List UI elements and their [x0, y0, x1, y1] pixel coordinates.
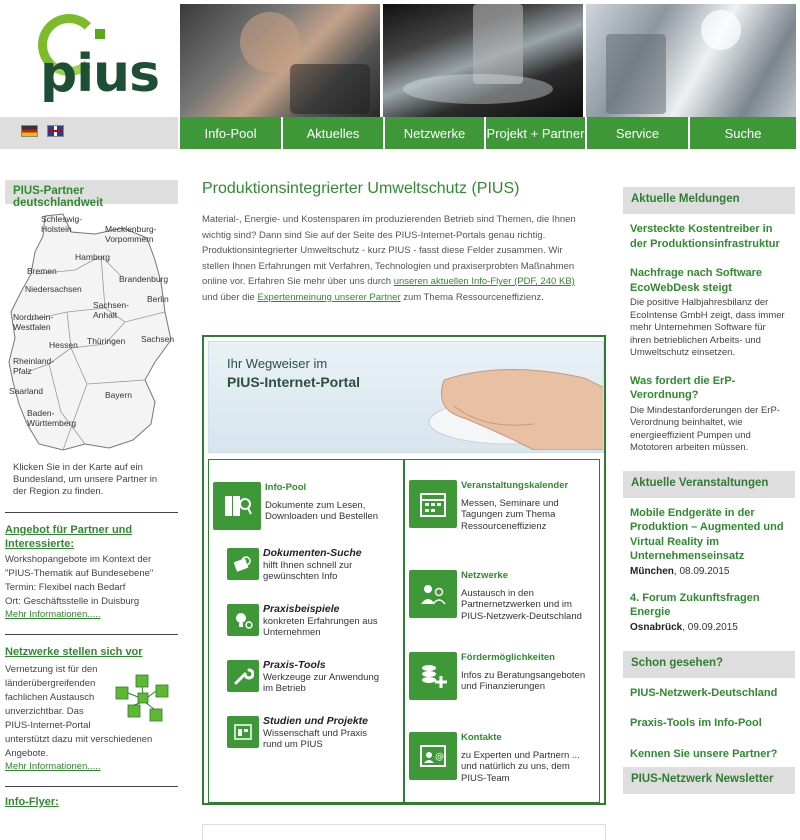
network-title[interactable]: Netzwerke stellen sich vor	[5, 646, 143, 658]
event-title[interactable]: Mobile Endgeräte in der Produktion – Augmented und Virtual Reality im Unternehmenseinsatz	[630, 506, 784, 562]
network-text: Vernetzung ist für den länderübergreifenden fachlichen Austausch unverzichtbar. Das PIUS-Internet-Portal unterstützt dazu mit verschiedenen Angebote.	[5, 664, 153, 759]
network-cubes-icon	[110, 667, 174, 731]
header-photo-lab	[586, 4, 796, 117]
contact-card-icon	[409, 732, 457, 780]
news-item-title[interactable]: Versteckte Kostentreiber in der Produktionsinfrastruktur	[630, 223, 780, 250]
guide-kontakte-title: Kontakte	[461, 732, 502, 743]
nav-projekt-partner[interactable]: Projekt + Partner	[486, 117, 587, 149]
guide-praxisbeispiele-text: konkreten Erfahrungen aus Unternehmen	[263, 615, 378, 638]
map-label-baden-wuerttemberg[interactable]: Baden- Württemberg	[27, 408, 77, 428]
nav-service[interactable]: Service	[587, 117, 690, 149]
studies-icon	[227, 716, 259, 748]
divider	[5, 786, 178, 787]
event-place: München	[630, 565, 674, 577]
news-heading: Aktuelle Meldungen	[623, 187, 795, 214]
logo[interactable]	[0, 0, 178, 117]
offer-title[interactable]: Angebot für Partner und Interessierte:	[5, 524, 133, 550]
expert-opinion-link[interactable]: Expertenmeinung unserer Partner	[257, 291, 401, 303]
map-label-saarland[interactable]: Saarland	[9, 386, 44, 396]
map-label-berlin[interactable]: Berlin	[147, 294, 169, 304]
guide-kontakte-text: zu Experten und Partnern ... und natürlich zu uns, dem PIUS-Team	[461, 749, 580, 784]
news-item-text: Die Mindestanforderungen der ErP-Verordnung beinhaltet, wie energieeffizient Pumpen und Mototoren arbeiten müssen.	[630, 404, 780, 453]
intro-part-3: zum Thema Ressourceneffizienz.	[400, 291, 544, 303]
guide-studien-projekte-text: Wissenschaft und Praxis rund um PIUS	[263, 727, 368, 750]
event-meta	[630, 622, 788, 633]
map-label-niedersachsen[interactable]: Niedersachsen	[25, 284, 82, 294]
portal-guide	[202, 335, 606, 805]
guide-info-pool-text: Dokumente zum Lesen, Downloaden und Bestellen	[265, 499, 379, 522]
guide-info-pool-title: Info-Pool	[265, 482, 307, 493]
offer-text: Workshopangebote im Kontext der "PIUS-Thematik auf Bundesebene"	[5, 554, 154, 579]
network-more-link[interactable]: Mehr Informationen.....	[5, 761, 101, 772]
map-hint: Klicken Sie in der Karte auf ein Bundesland, um unsere Partner in der Region zu finden.	[13, 462, 158, 497]
divider	[5, 512, 178, 513]
map-label-hessen[interactable]: Hessen	[49, 340, 78, 350]
event-meta	[630, 566, 788, 577]
guide-netzwerke-text: Austausch in den Partnernetzwerken und im PIUS-Netzwerk-Deutschland	[461, 587, 582, 622]
offer-date: Termin: Flexibel nach Bedarf	[5, 582, 126, 593]
guide-praxis-tools-text: Werkzeuge zur Anwendung im Betrieb	[263, 671, 380, 694]
info-flyer-link[interactable]: unseren aktuellen Info-Flyer (PDF, 240 KB)	[393, 276, 575, 287]
banner-line-2: PIUS-Internet-Portal	[227, 374, 361, 390]
map-label-bremen[interactable]: Bremen	[27, 266, 57, 276]
document-search-icon	[227, 548, 259, 580]
main-nav	[180, 117, 796, 149]
map-label-sachsen-anhalt[interactable]: Sachsen- Anhalt	[93, 300, 129, 320]
guide-dokumenten-suche-text: hilft Ihnen schnell zur gewünschten Info	[263, 559, 353, 582]
banner-line-1: Ihr Wegweiser im	[227, 356, 328, 371]
seen-heading: Schon gesehen?	[623, 651, 795, 678]
divider	[5, 634, 178, 635]
lightbulb-gear-icon	[227, 604, 259, 636]
coins-plus-icon	[409, 652, 457, 700]
seen-link[interactable]: Kennen Sie unsere Partner?	[630, 747, 778, 760]
guide-right-panel	[404, 459, 600, 803]
map-label-thueringen[interactable]: Thüringen	[87, 336, 126, 346]
guide-praxisbeispiele[interactable]	[227, 604, 387, 639]
guide-netzwerke-title: Netzwerke	[461, 570, 508, 581]
center-column	[202, 180, 608, 784]
event-title[interactable]: 4. Forum Zukunftsfragen Energie	[630, 591, 760, 618]
news-item-text: Die positive Halbjahresbilanz der EcoIntense GmbH zeigt, dass immer mehr Unternehmen Software für ihren betrieblichen Arbeits- und Umweltschutz einsetzen.	[630, 297, 785, 358]
event-date: , 08.09.2015	[673, 565, 730, 577]
guide-praxis-tools-title: Praxis-Tools	[263, 659, 326, 671]
guide-foerdermoeglichkeiten-title: Fördermöglichkeiten	[461, 652, 555, 663]
map-label-nrw[interactable]: Nordrhein- Westfalen	[13, 312, 54, 332]
nav-suche[interactable]: Suche	[690, 117, 796, 149]
germany-map[interactable]	[5, 212, 178, 452]
guide-praxisbeispiele-title: Praxisbeispiele	[263, 603, 340, 615]
guide-studien-projekte[interactable]	[227, 716, 383, 751]
offer-more-link[interactable]: Mehr Informationen.....	[5, 609, 101, 620]
language-bar	[0, 117, 178, 149]
guide-foerdermoeglichkeiten[interactable]	[409, 652, 589, 700]
map-label-hamburg[interactable]: Hamburg	[75, 252, 110, 262]
header-photo-milling	[383, 4, 583, 117]
guide-netzwerke[interactable]	[409, 570, 589, 622]
nav-aktuelles[interactable]: Aktuelles	[283, 117, 385, 149]
map-label-bayern[interactable]: Bayern	[105, 390, 132, 400]
people-network-icon	[409, 570, 457, 618]
guide-kontakte[interactable]	[409, 732, 589, 784]
guide-studien-projekte-title: Studien und Projekte	[263, 715, 369, 727]
map-label-brandenburg[interactable]: Brandenburg	[119, 274, 169, 284]
map-label-schleswig-holstein[interactable]: Schleswig- Holstein	[41, 214, 83, 234]
guide-praxis-tools[interactable]	[227, 660, 387, 695]
english-flag-icon[interactable]	[47, 125, 64, 137]
seen-link[interactable]: PIUS-Netzwerk-Deutschland	[630, 686, 778, 699]
guide-foerdermoeglichkeiten-text: Infos zu Beratungsangeboten und Finanzierungen	[461, 669, 586, 692]
guide-veranstaltungskalender-text: Messen, Seminare und Tagungen zum Thema Ressourceneffizienz	[461, 497, 559, 532]
intro-part-2: und über die	[202, 291, 258, 303]
events-heading: Aktuelle Veranstaltungen	[623, 471, 795, 498]
wrench-icon	[227, 660, 259, 692]
logo-text: pius	[40, 44, 160, 104]
offer-place: Ort: Geschäftsstelle in Duisburg	[5, 596, 140, 607]
flyer-title[interactable]: Info-Flyer:	[5, 796, 59, 808]
guide-dokumenten-suche[interactable]	[227, 548, 383, 583]
page-title: Produktionsintegrierter Umweltschutz (PIUS)	[202, 180, 520, 197]
seen-link[interactable]: Praxis-Tools im Info-Pool	[630, 717, 762, 729]
guide-left-panel	[208, 459, 404, 803]
intro-part-1: Material-, Energie- und Kostensparen im produzierenden Betrieb sind Themen, die Ihnen wichtig sind? Dann sind Sie auf der Seite des PIUS-Internet-Portals genau richtig. Produktionsintegrierter Umweltschutz - kurz PIUS - fasst diese Felder zusammen. Wir stellen Ihnen Erfahrungen mit Verfahren, Technologien und praxiserprobten Maßnahmen online vor. Erfahren Sie mehr über uns durch	[202, 214, 576, 287]
map-label-sachsen[interactable]: Sachsen	[141, 334, 175, 344]
nav-netzwerke[interactable]: Netzwerke	[385, 117, 486, 149]
header-photo-worker	[180, 4, 380, 117]
binders-search-icon	[213, 482, 261, 530]
guide-veranstaltungskalender[interactable]	[409, 480, 581, 532]
right-column	[623, 187, 795, 794]
intro-text	[202, 212, 592, 305]
event-date: , 09.09.2015	[682, 621, 738, 633]
guide-veranstaltungskalender-title: Veranstaltungskalender	[461, 480, 569, 491]
guide-dokumenten-suche-title: Dokumenten-Suche	[263, 547, 362, 559]
hand-mouse-icon	[384, 360, 604, 450]
calendar-icon	[409, 480, 457, 528]
event-place: Osnabrück	[630, 621, 683, 633]
newsletter-heading[interactable]: PIUS-Netzwerk Newsletter	[623, 767, 795, 794]
svg-text:@: @	[435, 752, 444, 762]
guide-info-pool[interactable]	[213, 482, 381, 530]
center-bottom-box	[202, 824, 606, 840]
left-column	[5, 180, 178, 809]
news-item-title[interactable]: Was fordert die ErP-Verordnung?	[630, 374, 736, 401]
header	[0, 0, 800, 150]
guide-banner	[208, 341, 604, 453]
map-label-mecklenburg[interactable]: Mecklenburg- Vorpommern	[105, 224, 157, 244]
map-label-rheinland-pfalz[interactable]: Rheinland- Pfalz	[13, 356, 55, 376]
news-item-title[interactable]: Nachfrage nach Software EcoWebDesk steigt	[630, 267, 763, 294]
partner-heading: PIUS-Partner deutschlandweit	[5, 180, 178, 204]
german-flag-icon[interactable]	[21, 125, 38, 137]
nav-info-pool[interactable]: Info-Pool	[180, 117, 283, 149]
